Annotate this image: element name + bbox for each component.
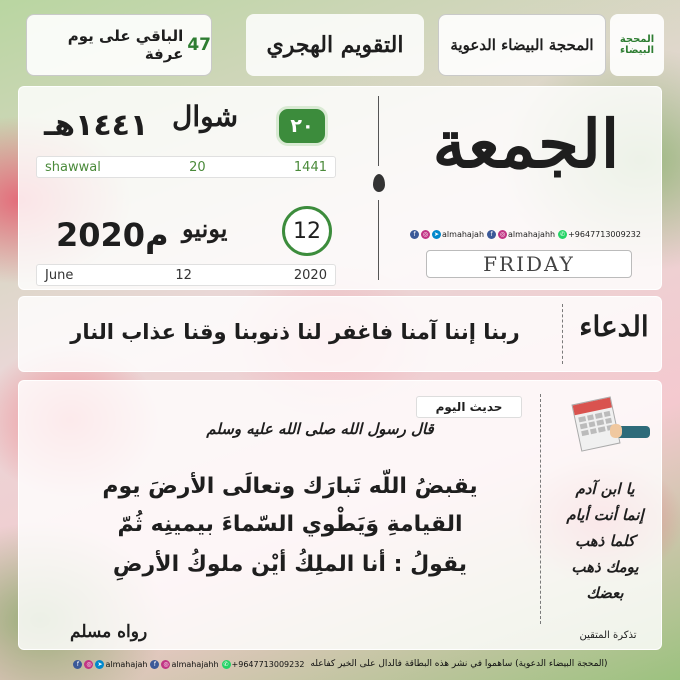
hijri-year: 1441 xyxy=(293,159,327,175)
hadith-line-3: يقولُ : أنا الملِكُ أيْن ملوكُ الأرضِ xyxy=(112,552,468,577)
social-phone: +9647713009232 xyxy=(568,230,641,239)
telegram-icon: ➤ xyxy=(434,231,440,238)
calendar-title-box xyxy=(246,14,424,76)
gregorian-day: 12 xyxy=(175,267,192,283)
reminder-line-2: إنما أنت أيام xyxy=(566,506,644,524)
ornament-divider xyxy=(374,96,384,282)
gregorian-day-circle: 12 xyxy=(282,206,332,256)
gregorian-year: 2020 xyxy=(293,267,327,283)
hadith-line-2: القيامةِ وَيَطْوي السّماءَ بيمينِه ثُمّ xyxy=(117,512,463,537)
logo-text: المحجة البيضاء xyxy=(619,34,655,56)
days-left-value: 47 xyxy=(187,35,211,55)
hand xyxy=(610,424,622,438)
hijri-year-ar: ١٤٤١هـ xyxy=(44,108,149,143)
facebook-icon: f xyxy=(73,660,82,669)
hijri-month-ar: شوال xyxy=(172,100,239,133)
reminder-label: تذكرة المتقين xyxy=(579,630,637,641)
hijri-day: 20 xyxy=(189,159,206,175)
instagram-icon: ◎ xyxy=(499,231,506,238)
days-left-box xyxy=(26,14,212,76)
dua-divider xyxy=(562,304,563,364)
dua-label: الدعاء xyxy=(579,310,649,343)
whatsapp-icon: ✆ xyxy=(223,660,229,668)
weekday-en: FRIDAY xyxy=(426,250,632,278)
instagram-icon: ◎ xyxy=(422,231,429,238)
instagram-icon: ◎ xyxy=(163,660,169,668)
facebook-icon: f xyxy=(410,230,419,239)
telegram-icon: ➤ xyxy=(97,660,103,668)
gregorian-details-bar xyxy=(36,264,336,286)
footer-text: (المحجة البيضاء الدعوية) ساهموا في نشر هذه البطاقة فالدال على الخير كفاعله xyxy=(310,659,608,669)
gregorian-month-ar: يونيو xyxy=(182,214,228,243)
hadith-tab-label: حديث اليوم xyxy=(435,400,503,414)
reminder-line-1: يا ابن آدم xyxy=(575,480,635,498)
social-row xyxy=(400,230,650,239)
calendar-title: التقويم الهجري xyxy=(266,32,404,58)
weekday-ar: الجمعة xyxy=(432,105,620,183)
brand-box xyxy=(438,14,606,76)
hijri-month-en: shawwal xyxy=(45,159,101,175)
hadith-divider xyxy=(540,394,541,624)
days-left-label: الباقي على يوم عرفة xyxy=(67,27,184,63)
reminder-line-3: كلما ذهب xyxy=(575,532,635,550)
facebook-icon: f xyxy=(150,660,159,669)
hijri-day-badge: ٢٠ xyxy=(276,106,328,146)
hadith-narrator: رواه مسلم xyxy=(70,622,148,642)
social-handle-1: almahajah xyxy=(442,230,485,239)
hadith-tab xyxy=(416,396,522,418)
hadith-intro: قال رسول الله صلى الله عليه وسلم xyxy=(206,420,434,438)
hijri-details-bar xyxy=(36,156,336,178)
social-handle-2: almahajahh xyxy=(508,230,556,239)
brand-name: المحجة البيضاء الدعوية xyxy=(450,36,594,54)
footer-handle-2: almahajahh xyxy=(171,659,219,669)
reminder-line-5: بعضك xyxy=(586,584,624,602)
dua-text: ربنا إننا آمنا فاغفر لنا ذنوبنا وقنا عذاب النار xyxy=(70,320,520,344)
facebook-icon: f xyxy=(487,230,496,239)
gregorian-year: 2020م xyxy=(56,216,169,254)
calendar-illustration xyxy=(566,396,650,458)
gregorian-month-en: June xyxy=(45,267,74,283)
hadith-line-1: يقبضُ اللّه تَبارَك وتعالَى الأرضَ يوم xyxy=(102,474,478,499)
footer-phone: +9647713009232 xyxy=(231,659,305,669)
instagram-icon: ◎ xyxy=(86,660,92,668)
logo xyxy=(610,14,664,76)
footer-handle-1: almahajah xyxy=(105,659,148,669)
whatsapp-icon: ✆ xyxy=(560,231,566,238)
footer-bar xyxy=(0,654,680,674)
reminder-line-4: يومك ذهب xyxy=(571,558,639,576)
reminder-text xyxy=(556,476,654,606)
